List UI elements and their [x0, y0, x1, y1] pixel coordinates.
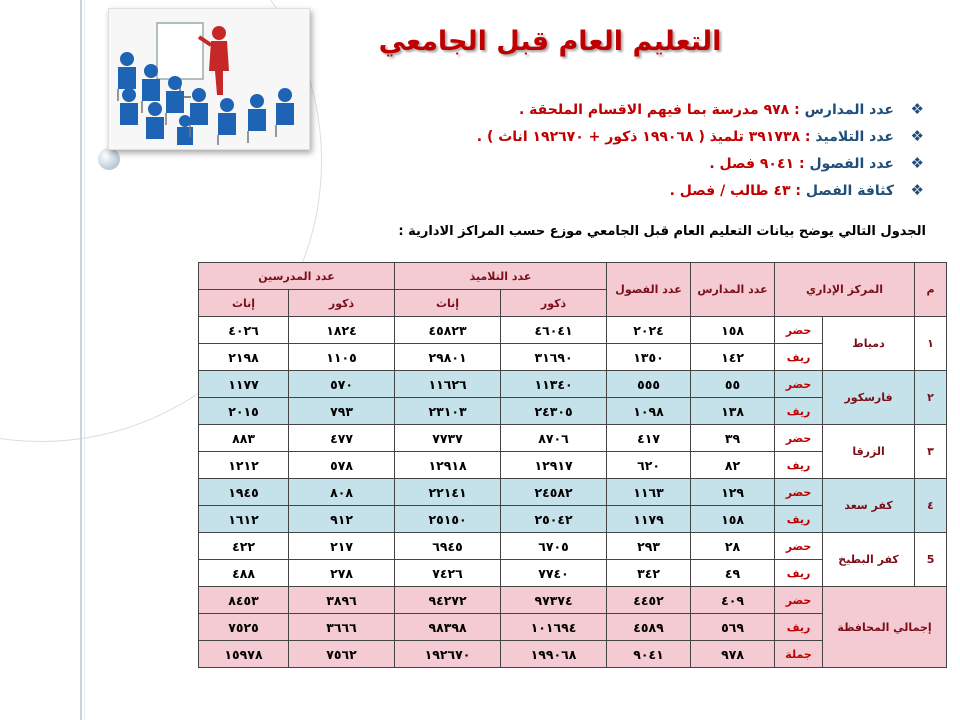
students-female: ٤٥٨٢٣	[395, 317, 501, 344]
teachers-male: ٢١٧	[289, 533, 395, 560]
schools-count: ١٥٨	[691, 317, 775, 344]
teachers-female: ٤٢٢	[199, 533, 289, 560]
table-row	[109, 398, 947, 425]
education-table	[108, 262, 947, 668]
teachers-male: ٩١٢	[289, 506, 395, 533]
students-male: ٨٧٠٦	[501, 425, 607, 452]
classes-count: ٤٤٥٢	[607, 587, 691, 614]
students-male: ٢٥٠٤٢	[501, 506, 607, 533]
header-classes: عدد الفصول	[607, 263, 691, 317]
schools-count: ١٣٨	[691, 398, 775, 425]
table-row	[109, 344, 947, 371]
diamond-bullet-icon: ❖	[910, 100, 924, 118]
students-female: ٢٢١٤١	[395, 479, 501, 506]
area-type: حضر	[775, 371, 823, 398]
students-female: ٢٩٨٠١	[395, 344, 501, 371]
bullet-key: عدد الفصول	[809, 156, 894, 172]
bullet-key: كثافة الفصل	[805, 183, 894, 199]
teachers-female: ٤٠٢٦	[199, 317, 289, 344]
presentation-figures-icon	[109, 9, 309, 149]
bullet-students: ❖عدد التلاميذ : ٣٩١٧٣٨ تلميذ ( ١٩٩٠٦٨ ذكور + ١٩٢٦٧٠ اناث ) .	[364, 123, 924, 150]
students-female: ٦٩٤٥	[395, 533, 501, 560]
area-type: ريف	[775, 452, 823, 479]
teachers-male: ١٨٢٤	[289, 317, 395, 344]
header-teachers: عدد المدرسين	[199, 263, 395, 290]
teachers-male: ٨٠٨	[289, 479, 395, 506]
students-female: ٢٥١٥٠	[395, 506, 501, 533]
area-type: حضر	[775, 533, 823, 560]
teachers-female: ٢٠١٥	[199, 398, 289, 425]
teachers-female: ١١٧٧	[199, 371, 289, 398]
frame-line-inner	[84, 0, 85, 720]
table-row	[109, 452, 947, 479]
center-name: دمياط	[823, 317, 915, 371]
teachers-female: ٧٥٢٥	[199, 614, 289, 641]
row-number: ٤	[915, 479, 947, 533]
header-schools: عدد المدارس	[691, 263, 775, 317]
teachers-female: ٨٨٣	[199, 425, 289, 452]
table-row	[109, 317, 947, 344]
header-students-female: إناث	[395, 290, 501, 317]
schools-count: ٥٦٩	[691, 614, 775, 641]
bullet-value: ٤٣ طالب / فصل .	[669, 183, 791, 199]
students-male: ٢٤٥٨٢	[501, 479, 607, 506]
education-table-wrapper	[108, 262, 946, 668]
students-female: ٩٤٢٧٢	[395, 587, 501, 614]
area-type: حضر	[775, 587, 823, 614]
classes-count: ١١٧٩	[607, 506, 691, 533]
bullet-schools: ❖عدد المدارس : ٩٧٨ مدرسة بما فيهم الاقسام الملحقة .	[364, 96, 924, 123]
row-number: ٣	[915, 425, 947, 479]
classes-count: ١٠٩٨	[607, 398, 691, 425]
table-row	[109, 533, 947, 560]
table-row	[109, 614, 947, 641]
row-number: ٢	[915, 371, 947, 425]
area-type: حضر	[775, 479, 823, 506]
teachers-male: ١١٠٥	[289, 344, 395, 371]
teachers-male: ٥٧٨	[289, 452, 395, 479]
classes-count: ٢٩٣	[607, 533, 691, 560]
center-name: كفر سعد	[823, 479, 915, 533]
students-male: ٣١٦٩٠	[501, 344, 607, 371]
row-number: 5	[915, 533, 947, 587]
students-female: ٢٣١٠٣	[395, 398, 501, 425]
decorative-bead	[98, 148, 120, 170]
area-type: ريف	[775, 560, 823, 587]
center-name: الزرقا	[823, 425, 915, 479]
classes-count: ٩٠٤١	[607, 641, 691, 668]
table-row	[109, 371, 947, 398]
classes-count: ٤٥٨٩	[607, 614, 691, 641]
area-type: ريف	[775, 614, 823, 641]
area-type: حضر	[775, 317, 823, 344]
schools-count: ٩٧٨	[691, 641, 775, 668]
header-num: م	[915, 263, 947, 317]
students-male: ٦٧٠٥	[501, 533, 607, 560]
students-male: ١٢٩١٧	[501, 452, 607, 479]
schools-count: ٤٩	[691, 560, 775, 587]
row-number: ١	[915, 317, 947, 371]
header-teachers-female: إناث	[199, 290, 289, 317]
area-type: ريف	[775, 344, 823, 371]
summary-bullets	[364, 96, 924, 204]
table-row	[109, 560, 947, 587]
schools-count: ١٢٩	[691, 479, 775, 506]
bullet-value: ٩٠٤١ فصل .	[709, 156, 795, 172]
center-name: إجمالي المحافظة	[823, 587, 947, 668]
teachers-male: ٧٩٣	[289, 398, 395, 425]
teachers-male: ٣٨٩٦	[289, 587, 395, 614]
schools-count: ٥٥	[691, 371, 775, 398]
page-title: التعليم العام قبل الجامعي	[378, 26, 722, 57]
classes-count: ٥٥٥	[607, 371, 691, 398]
students-female: ٧٤٢٦	[395, 560, 501, 587]
students-male: ٢٤٣٠٥	[501, 398, 607, 425]
table-caption: الجدول التالي يوضح بيانات التعليم العام قبل الجامعي موزع حسب المراكز الادارية :	[398, 224, 926, 239]
students-male: ٧٧٤٠	[501, 560, 607, 587]
teachers-male: ٤٧٧	[289, 425, 395, 452]
table-row	[109, 587, 947, 614]
schools-count: ٢٨	[691, 533, 775, 560]
teachers-male: ٧٥٦٢	[289, 641, 395, 668]
table-row	[109, 479, 947, 506]
bullet-value: ٩٧٨ مدرسة بما فيهم الاقسام الملحقة .	[518, 102, 790, 118]
schools-count: ٨٢	[691, 452, 775, 479]
teachers-male: ٣٦٦٦	[289, 614, 395, 641]
bullet-key: عدد المدارس	[804, 102, 894, 118]
students-male: ٤٦٠٤١	[501, 317, 607, 344]
area-type: حضر	[775, 425, 823, 452]
schools-count: ١٤٢	[691, 344, 775, 371]
table-body	[109, 263, 947, 668]
center-name: كفر البطيخ	[823, 533, 915, 587]
schools-count: ٣٩	[691, 425, 775, 452]
classroom-illustration	[108, 8, 310, 150]
students-female: ١١٦٢٦	[395, 371, 501, 398]
teachers-female: ٢١٩٨	[199, 344, 289, 371]
bullet-classes: ❖عدد الفصول : ٩٠٤١ فصل .	[364, 150, 924, 177]
students-male: ١١٣٤٠	[501, 371, 607, 398]
teachers-female: ١٦١٢	[199, 506, 289, 533]
area-type: ريف	[775, 506, 823, 533]
header-teachers-male: ذكور	[289, 290, 395, 317]
students-female: ٩٨٣٩٨	[395, 614, 501, 641]
table-row	[109, 506, 947, 533]
area-type: ريف	[775, 398, 823, 425]
header-students-male: ذكور	[501, 290, 607, 317]
students-female: ١٢٩١٨	[395, 452, 501, 479]
diamond-bullet-icon: ❖	[910, 154, 924, 172]
classes-count: ٦٢٠	[607, 452, 691, 479]
bullet-key: عدد التلاميذ	[815, 129, 894, 145]
students-female: ٧٧٣٧	[395, 425, 501, 452]
header-center: المركز الإداري	[775, 263, 915, 317]
teachers-female: ٤٨٨	[199, 560, 289, 587]
teachers-female: ٨٤٥٣	[199, 587, 289, 614]
frame-line	[80, 0, 82, 720]
students-male: ٩٧٣٧٤	[501, 587, 607, 614]
teachers-female: ١٥٩٧٨	[199, 641, 289, 668]
classes-count: ٣٤٢	[607, 560, 691, 587]
center-name: فارسكور	[823, 371, 915, 425]
teachers-female: ١٢١٢	[199, 452, 289, 479]
header-students: عدد التلاميذ	[395, 263, 607, 290]
students-male: ١٠١٦٩٤	[501, 614, 607, 641]
diamond-bullet-icon: ❖	[910, 127, 924, 145]
bullet-value: ٣٩١٧٣٨ تلميذ ( ١٩٩٠٦٨ ذكور + ١٩٢٦٧٠ اناث ) .	[476, 129, 801, 145]
header-row-top	[109, 263, 947, 290]
students-male: ١٩٩٠٦٨	[501, 641, 607, 668]
classes-count: ١٣٥٠	[607, 344, 691, 371]
teachers-female: ١٩٤٥	[199, 479, 289, 506]
students-female: ١٩٢٦٧٠	[395, 641, 501, 668]
bullet-density: ❖كثافة الفصل : ٤٣ طالب / فصل .	[364, 177, 924, 204]
table-row	[109, 425, 947, 452]
teachers-male: ٥٧٠	[289, 371, 395, 398]
schools-count: ١٥٨	[691, 506, 775, 533]
classes-count: ٤١٧	[607, 425, 691, 452]
area-type: جملة	[775, 641, 823, 668]
schools-count: ٤٠٩	[691, 587, 775, 614]
classes-count: ١١٦٣	[607, 479, 691, 506]
table-row	[109, 641, 947, 668]
classes-count: ٢٠٢٤	[607, 317, 691, 344]
diamond-bullet-icon: ❖	[910, 181, 924, 199]
teachers-male: ٢٧٨	[289, 560, 395, 587]
